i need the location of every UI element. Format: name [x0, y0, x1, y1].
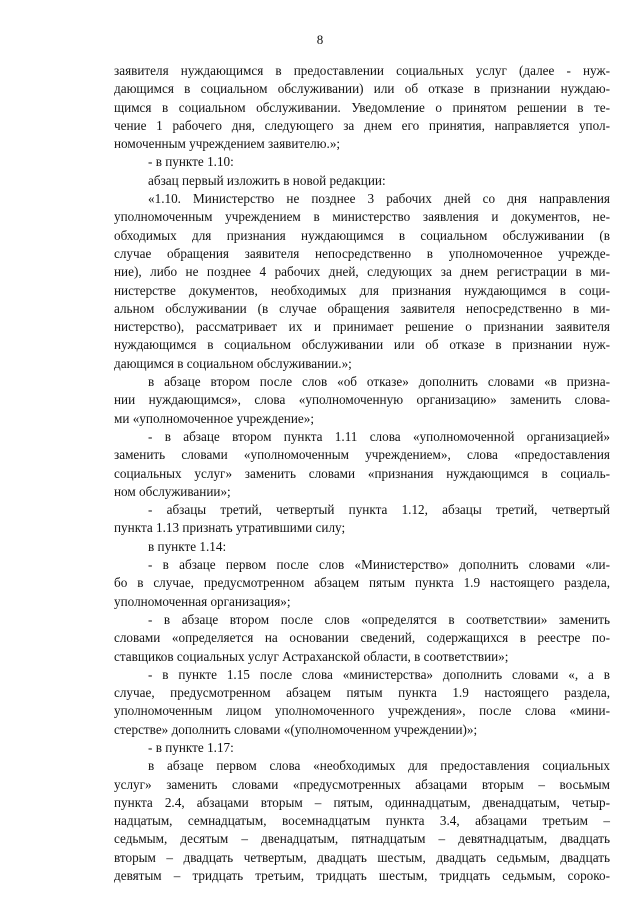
text-line: ми «уполномоченное учреждение»;	[114, 410, 315, 426]
text-line: случае обращения заявителя непосредственно в уполномоченное учрежде-	[114, 245, 610, 261]
text-line: пункта 1.13 признать утратившими силу;	[114, 520, 346, 536]
text-line: - в пункте 1.15 после слова «министерства» дополнить словами «, а в	[148, 666, 610, 682]
text-line: щимся в социальном обслуживании. Уведомление о принятом решении в те-	[114, 99, 610, 115]
text-line: в абзаце втором после слов «об отказе» дополнить словами «в призна-	[148, 374, 610, 390]
text-line: - в абзаце втором после слов «определятся в соответствии» заменить	[148, 611, 610, 627]
text-line: ном обслуживании»;	[114, 483, 231, 499]
text-line: заявителя нуждающимся в предоставлении социальных услуг (далее - нуж-	[114, 63, 610, 78]
text-line: - в пункте 1.17:	[148, 739, 234, 755]
text-line: - в абзаце втором пункта 1.11 слова «уполномоченной организацией»	[148, 428, 610, 444]
text-line: уполномоченная организация»;	[114, 593, 291, 609]
text-line: надцатым, семнадцатым, восемнадцатым пункта 3.4, абзацами третьим –	[114, 813, 610, 829]
text-line: - в абзаце первом после слов «Министерство» дополнить словами «ли-	[148, 557, 610, 573]
text-line: ставщиков социальных услуг Астраханской области, в соответствии»;	[114, 648, 509, 664]
text-line: социальных услуг» заменить словами «признания нуждающимся в социаль-	[114, 465, 610, 481]
text-line: пункта 2.4, абзацами вторым – пятым, одиннадцатым, двенадцатым, четыр-	[114, 794, 610, 810]
text-line: уполномоченным лицом уполномоченного учреждения», после слова «мини-	[114, 703, 610, 719]
text-line: чение 1 рабочего дня, следующего за днем его принятия, направляется упол-	[114, 117, 610, 133]
text-line: дающимся в социальном обслуживании.»;	[114, 355, 352, 371]
text-line: бо в случае, предусмотренном абзацем пятым пункта 1.9 настоящего раздела,	[114, 575, 610, 591]
text-line: нистерство), рассматривает их и принимает решение о признании заявителя	[114, 319, 610, 335]
text-line: услуг» заменить словами «предусмотренных абзацами вторым – восьмым	[114, 776, 610, 792]
text-line: ние), либо не позднее 4 рабочих дней, следующих за днем регистрации в ми-	[114, 264, 610, 280]
text-line: нуждающимся в социальном обслуживании или об отказе в признании нуж-	[114, 337, 610, 353]
text-line: нии нуждающимся», слова «уполномоченную организацию» заменить слова-	[114, 392, 610, 408]
text-line: номоченным учреждением заявителю.»;	[114, 136, 341, 152]
text-line: обходимых для признания нуждающимся в социальном обслуживании (в	[114, 227, 610, 243]
text-line: в абзаце первом слова «необходимых для предоставления социальных	[148, 758, 610, 774]
text-line: - абзацы третий, четвертый пункта 1.12, абзацы третий, четвертый	[148, 502, 610, 518]
text-line: уполномоченным учреждением в министерство заявления и документов, не-	[114, 209, 610, 225]
text-line: случае, предусмотренном абзацем пятым пункта 1.9 настоящего раздела,	[114, 685, 610, 701]
page-number: 8	[316, 32, 324, 47]
body-text	[114, 62, 610, 885]
text-line: стерстве» дополнить словами «(уполномоченном учреждении)»;	[114, 721, 478, 737]
text-line: девятым – тридцать третьим, тридцать шестым, тридцать седьмым, сороко-	[114, 868, 610, 884]
text-line: - в пункте 1.10:	[148, 154, 234, 170]
text-line: словами «определяется на основании сведений, содержащихся в реестре по-	[114, 630, 610, 646]
text-line: в пункте 1.14:	[148, 538, 227, 554]
text-line: альном обслуживании (в случае обращения заявителя непосредственно в ми-	[114, 300, 610, 316]
text-line: абзац первый изложить в новой редакции:	[148, 172, 386, 188]
text-line: заменить словами «уполномоченным учреждением», слова «предоставления	[114, 447, 610, 463]
text-line: седьмым, десятым – двенадцатым, пятнадцатым – девятнадцатым, двадцать	[114, 831, 610, 847]
text-line: «1.10. Министерство не позднее 3 рабочих дней со дня направления	[148, 191, 610, 207]
text-line: дающимся в социальном обслуживании) или об отказе в признании нуждаю-	[114, 81, 610, 97]
text-line: вторым – двадцать четвертым, двадцать шестым, двадцать седьмым, двадцать	[114, 849, 610, 865]
text-line: нистерстве документов, необходимых для признания нуждающимся в соци-	[114, 282, 610, 298]
